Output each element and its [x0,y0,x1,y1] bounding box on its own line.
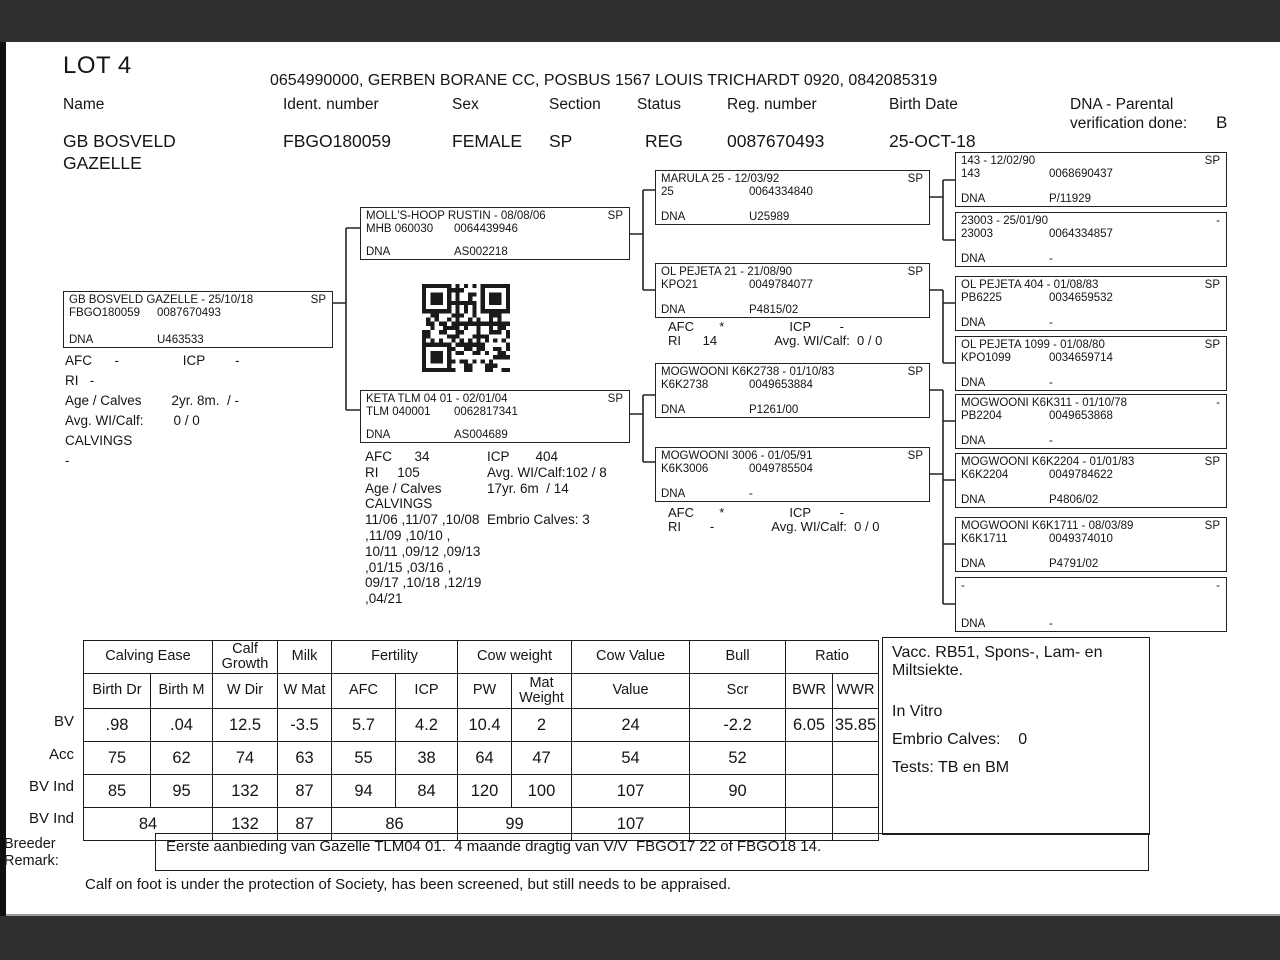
header-field-value: SP [549,131,573,151]
dna-value: U25989 [749,211,790,223]
dna-verification-value: B [1216,113,1228,132]
stat-line: 10/11 ,09/12 ,09/13 [365,543,481,559]
animal-herd-id: PB6225 [961,292,1002,304]
dna-label: DNA [961,253,986,265]
value-cell: 38 [396,742,458,775]
summary-value-cell: 87 [278,808,332,841]
header-field-label: Ident. number [283,96,379,113]
animal-reg-number: 0049784077 [749,279,813,291]
animal-title: OL PEJETA 1099 - 01/08/80 [961,339,1105,351]
stat-line: AFC * ICP - [668,505,845,520]
subject-stats [65,351,240,471]
dna-label: DNA [961,377,986,389]
stat-line: AFC 34 [365,449,430,464]
dna-label: DNA [366,246,391,258]
animal-title: GB BOSVELD GAZELLE - 25/10/18 [69,294,254,306]
breeding-values-table-wrap [83,640,879,841]
value-cell: 55 [332,742,396,775]
stat-line: CALVINGS [65,433,133,448]
animal-herd-id: MHB 060030 [366,223,434,235]
pedigree-box [655,363,930,418]
lot-title: LOT 4 [63,52,132,79]
value-cell [833,775,879,808]
column-group-header: Calving Ease [84,641,213,674]
animal-herd-id: KPO1099 [961,352,1011,364]
stat-line: AFC - ICP - [65,353,240,368]
animal-status: SP [607,210,623,222]
table-row-label: BV Ind [28,810,74,827]
column-header: Birth Dr [84,674,151,709]
column-group-header: Cow Value [572,641,690,674]
dna-value: P4791/02 [1049,558,1099,570]
dna-value: P4815/02 [749,304,799,316]
column-header: Scr [690,674,786,709]
column-header: PW [458,674,512,709]
dna-label: DNA [661,488,686,500]
column-header: Mat Weight [512,674,572,709]
stat-line: Embrio Calves: 3 [487,512,590,528]
pedigree-box [955,577,1227,632]
summary-value-cell: 84 [84,808,213,841]
stat-line: ICP 404 [487,449,559,464]
animal-herd-id: K6K2738 [661,379,709,391]
animal-reg-number: 0049784622 [1049,469,1113,481]
value-cell: 132 [213,775,278,808]
header-field-value: REG [645,131,683,151]
dna-label: DNA [961,317,986,329]
animal-herd-id: TLM 040001 [366,406,431,418]
value-cell [786,775,833,808]
column-header: Birth M [151,674,213,709]
value-cell: .04 [151,709,213,742]
header-field-label: Sex [452,96,479,113]
value-cell [833,742,879,775]
tests-text: Tests: TB en BM [892,759,1010,776]
animal-herd-id: 25 [661,186,674,198]
sire-dam-stats [668,320,882,347]
pedigree-box [955,276,1227,331]
summary-value-cell: 86 [332,808,458,841]
value-cell: 24 [572,709,690,742]
value-cell: 90 [690,775,786,808]
dna-value: U463533 [157,334,204,346]
value-cell: 5.7 [332,709,396,742]
header-field-value: FEMALE [452,131,523,151]
pedigree-box [955,212,1227,267]
animal-reg-number: 0049653868 [1049,410,1113,422]
column-group-header: Calf Growth [213,641,278,674]
stat-line: RI - [65,373,95,388]
animal-title: 23003 - 25/01/90 [961,215,1048,227]
summary-value-cell: 107 [572,808,690,841]
column-group-header: Milk [278,641,332,674]
header-field-label: Name [63,96,105,113]
column-header: W Mat [278,674,332,709]
stat-line: AFC * ICP - [668,319,845,334]
dna-value: - [1049,377,1053,389]
dam-stats-left [365,449,481,607]
pedigree-box [955,517,1227,572]
dna-label: DNA [69,334,94,346]
dna-label: DNA [661,304,686,316]
footnote-text: Calf on foot is under the protection of Society, has been screened, but still needs to be appraised. [85,876,731,893]
breeder-contact-line: 0654990000, GERBEN BORANE CC, POSBUS 1567 LOUIS TRICHARDT 0920, 0842085319 [270,72,938,89]
animal-herd-id: KPO21 [661,279,699,291]
value-cell: 87 [278,775,332,808]
value-cell: 6.05 [786,709,833,742]
animal-title: MOGWOONI K6K2738 - 01/10/83 [661,366,835,378]
animal-herd-id: PB2204 [961,410,1002,422]
animal-title: 143 - 12/02/90 [961,155,1036,167]
pedigree-box [955,453,1227,508]
column-header: W Dir [213,674,278,709]
header-field-value: 0087670493 [727,131,825,151]
animal-status: - [1216,397,1220,409]
animal-herd-id: K6K3006 [661,463,709,475]
animal-herd-id: 143 [961,168,981,180]
value-cell: -2.2 [690,709,786,742]
breeding-values-table [83,640,879,841]
animal-reg-number: 0064334857 [1049,228,1113,240]
stat-line: Avg. WI/Calf: 0 / 0 [65,413,200,428]
value-cell: 12.5 [213,709,278,742]
stat-line: ,11/09 ,10/10 , [365,527,451,543]
animal-title: MARULA 25 - 12/03/92 [661,173,780,185]
animal-herd-id: K6K1711 [961,533,1008,545]
stat-line: 11/06 ,11/07 ,10/08 [365,512,480,528]
animal-reg-number: 0064334840 [749,186,813,198]
animal-status: SP [907,366,923,378]
column-group-header: Ratio [786,641,879,674]
animal-status: SP [607,393,623,405]
breeder-remark-text: Eerste aanbieding van Gazelle TLM04 01. 4 maande dragtig van V/V FBGO17 22 of FBGO18 14. [166,838,822,855]
animal-title: KETA TLM 04 01 - 02/01/04 [366,393,508,405]
value-cell: 85 [84,775,151,808]
pedigree-box [655,170,930,225]
value-cell: 75 [84,742,151,775]
table-row-label: Acc [48,746,74,763]
animal-status: SP [907,266,923,278]
header-field-value: GB BOSVELD GAZELLE [63,131,176,173]
vaccination-text: Vacc. RB51, Spons-, Lam- en Miltsiekte. [892,644,1103,679]
value-cell: -3.5 [278,709,332,742]
animal-title: MOGWOONI 3006 - 01/05/91 [661,450,813,462]
qr-code [422,284,510,372]
dna-value: P4806/02 [1049,494,1099,506]
stat-line: Age / Calves [365,480,442,496]
header-field-value: FBGO180059 [283,131,391,151]
animal-herd-id: 23003 [961,228,993,240]
vaccination-panel [882,637,1150,835]
stat-line: Age / Calves 2yr. 8m. / - [65,393,240,408]
dna-value: - [1049,317,1053,329]
summary-value-cell: 132 [213,808,278,841]
stat-line: 17yr. 6m / 14 [487,480,569,496]
animal-title: MOGWOONI K6K311 - 01/10/78 [961,397,1127,409]
value-cell: 64 [458,742,512,775]
value-cell: 120 [458,775,512,808]
column-header: ICP [396,674,458,709]
header-field-value: 25-OCT-18 [889,131,976,151]
column-header: BWR [786,674,833,709]
value-cell: 52 [690,742,786,775]
dna-value: AS004689 [454,429,508,441]
value-cell [786,742,833,775]
value-cell: 2 [512,709,572,742]
animal-reg-number: 0064439946 [454,223,518,235]
animal-reg-number: 0049785504 [749,463,813,475]
animal-status: SP [310,294,326,306]
stat-line: RI 105 [365,464,420,480]
stat-line [487,496,607,512]
pedigree-box [360,390,630,443]
dna-value: AS002218 [454,246,508,258]
animal-status: SP [907,173,923,185]
embrio-calves-text: Embrio Calves: 0 [892,731,1028,748]
animal-status: SP [1204,520,1220,532]
dna-label: DNA [961,435,986,447]
column-group-header: Bull [690,641,786,674]
pedigree-box [955,152,1227,207]
pedigree-box [955,336,1227,391]
dna-label: DNA [661,211,686,223]
column-header: WWR [833,674,879,709]
in-vitro-text: In Vitro [892,703,943,720]
dna-value: P1261/00 [749,404,799,416]
stat-line: ,01/15 ,03/16 , [365,559,452,575]
value-cell: 100 [512,775,572,808]
value-cell: 62 [151,742,213,775]
value-cell: 10.4 [458,709,512,742]
value-cell: 95 [151,775,213,808]
header-field-label: Birth Date [889,96,958,113]
breeder-remark-label: Breeder Remark: [4,836,59,869]
column-header: Value [572,674,690,709]
value-cell: 4.2 [396,709,458,742]
animal-status: SP [1204,155,1220,167]
value-cell: 74 [213,742,278,775]
dna-verification-note: DNA - Parental verification done: [1070,96,1188,132]
table-row-label: BV [53,713,74,730]
value-cell: .98 [84,709,151,742]
header-field-label: Status [637,96,681,113]
stat-line: Avg. WI/Calf:102 / 8 [487,464,607,480]
column-group-header: Cow weight [458,641,572,674]
animal-status: - [1216,580,1220,592]
value-cell: 47 [512,742,572,775]
dam-stats-right [487,449,607,528]
pedigree-box [655,263,930,318]
dna-label: DNA [961,494,986,506]
animal-reg-number: 0034659532 [1049,292,1113,304]
stat-line: ,04/21 [365,591,403,607]
stat-line: RI 14 Avg. WI/Calf: 0 / 0 [668,332,883,348]
animal-title: OL PEJETA 21 - 21/08/90 [661,266,793,278]
animal-status: SP [907,450,923,462]
column-header: AFC [332,674,396,709]
stat-line: RI - Avg. WI/Calf: 0 / 0 [668,518,880,534]
dna-value: - [1049,618,1053,630]
stat-line: 09/17 ,10/18 ,12/19 [365,575,482,591]
table-row-label: BV Ind [28,778,74,795]
pedigree-box [655,447,930,502]
pedigree-box [360,207,630,260]
header-field-label: Section [549,96,601,113]
column-group-header: Fertility [332,641,458,674]
dam-dam-stats [668,506,879,533]
value-cell: 94 [332,775,396,808]
animal-title: - [961,580,965,592]
animal-reg-number: 0049374010 [1049,533,1113,545]
animal-herd-id: FBGO180059 [69,307,140,319]
animal-title: MOLL'S-HOOP RUSTIN - 08/08/06 [366,210,546,222]
value-cell: 35.85 [833,709,879,742]
dna-value: P/11929 [1049,193,1091,205]
animal-title: OL PEJETA 404 - 01/08/83 [961,279,1099,291]
dna-label: DNA [366,429,391,441]
animal-status: SP [1204,279,1220,291]
dna-label: DNA [661,404,686,416]
dna-value: - [1049,253,1053,265]
stat-line: CALVINGS [365,496,433,512]
header-field-label: Reg. number [727,96,817,113]
animal-status: SP [1204,456,1220,468]
animal-title: MOGWOONI K6K1711 - 08/03/89 [961,520,1134,532]
animal-title: MOGWOONI K6K2204 - 01/01/83 [961,456,1135,468]
summary-value-cell: 99 [458,808,572,841]
animal-reg-number: 0087670493 [157,307,221,319]
animal-status: - [1216,215,1220,227]
breeder-remark-box [155,833,1149,871]
animal-status: SP [1204,339,1220,351]
stat-line: - [65,453,70,468]
animal-reg-number: 0049653884 [749,379,813,391]
dna-label: DNA [961,193,986,205]
animal-herd-id: K6K2204 [961,469,1009,481]
value-cell: 63 [278,742,332,775]
pedigree-box [955,394,1227,449]
value-cell: 84 [396,775,458,808]
animal-reg-number: 0068690437 [1049,168,1113,180]
dna-value: - [749,488,753,500]
animal-reg-number: 0034659714 [1049,352,1113,364]
dna-label: DNA [961,558,986,570]
pedigree-box [63,291,333,348]
value-cell: 107 [572,775,690,808]
dna-value: - [1049,435,1053,447]
value-cell: 54 [572,742,690,775]
dna-label: DNA [961,618,986,630]
animal-reg-number: 0062817341 [454,406,518,418]
